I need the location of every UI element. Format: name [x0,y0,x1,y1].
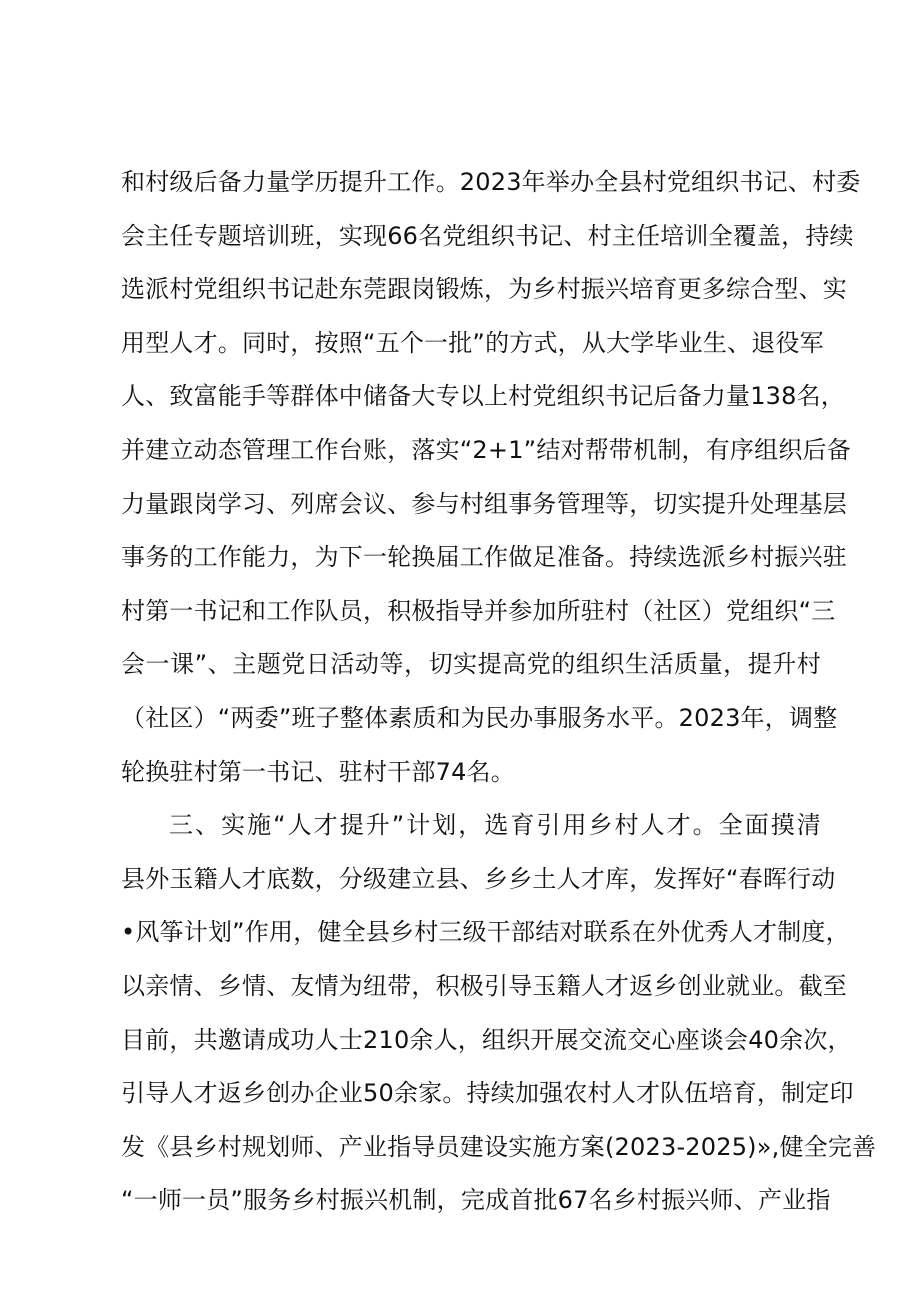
text-line: （社区）“两委”班子整体素质和为民办事服务水平。2023年，调整 [121,703,838,732]
text-line: 并建立动态管理工作台账，落实“2+1”结对帮带机制，有序组织后备 [121,435,851,464]
text-line: “一师一员”服务乡村振兴机制，完成首批67名乡村振兴师、产业指 [121,1186,831,1215]
text-line: 会一课”、主题党日活动等，切实提高党的组织生活质量，提升村 [121,650,821,679]
text-line: 目前，共邀请成功人士210余人，组织开展交流交心座谈会40余次， [121,1025,852,1054]
text-line: 引导人才返乡创办企业50余家。持续加强农村人才队伍培育，制定印 [121,1079,854,1108]
text-line: 和村级后备力量学历提升工作。2023年举办全县村党组织书记、村委 [121,168,861,196]
section-heading-line: 三、实施“人才提升”计划，选育引用乡村人才。全面摸清 [169,811,821,840]
text-line: 县外玉籍人才底数，分级建立县、乡乡土人才库，发挥好“春晖行动 [121,864,836,893]
text-line: 人、致富能手等群体中储备大专以上村党组织书记后备力量138名， [121,382,846,411]
body-text [121,156,877,1228]
text-line: 以亲情、乡情、友情为纽带，积极引导玉籍人才返乡创业就业。截至 [121,971,847,1000]
text-line: 选派村党组织书记赴东莞跟岗锻炼，为乡村振兴培育更多综合型、实 [121,275,847,304]
text-line: 村第一书记和工作队员，积极指导并参加所驻村（社区）党组织“三 [121,596,836,625]
text-line: 事务的工作能力，为下一轮换届工作做足准备。持续选派乡村振兴驻 [121,543,847,572]
text-line: 会主任专题培训班，实现66名党组织书记、村主任培训全覆盖，持续 [121,221,854,250]
text-line: 发《县乡村规划师、产业指导员建设实施方案(2023-2025)»,健全完善 [121,1132,877,1161]
text-line: •风筝计划”作用，健全县乡村三级干部结对联系在外优秀人才制度， [121,918,850,947]
paragraph-end-line: 轮换驻村第一书记、驻村干部74名。 [121,757,515,786]
text-line: 用型人才。同时，按照“五个一批”的方式，从大学毕业生、退役军 [121,328,824,357]
text-line: 力量跟岗学习、列席会议、参与村组事务管理等，切实提升处理基层 [121,489,847,518]
